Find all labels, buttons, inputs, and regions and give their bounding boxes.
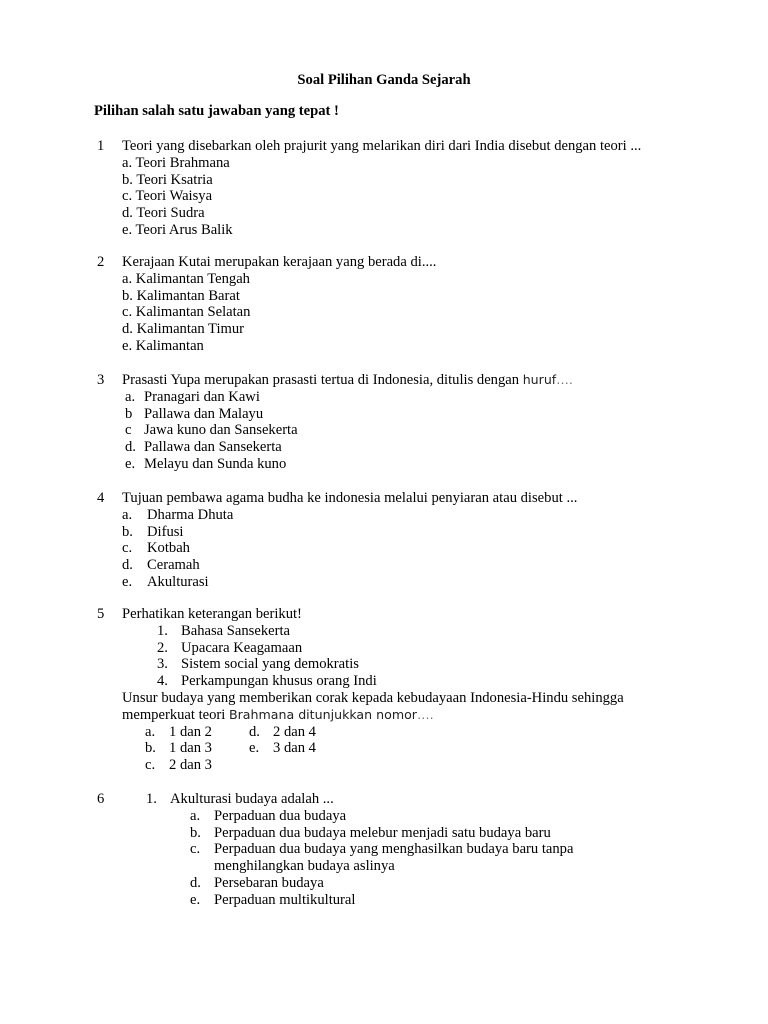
option-b [122, 406, 298, 423]
option-text: 3 dan 4 [273, 740, 316, 757]
option-text: Dharma Dhuta [147, 506, 234, 523]
option-e [249, 740, 316, 756]
question-text: Perhatikan keterangan berikut! [122, 606, 302, 622]
option-label: d. [122, 557, 133, 574]
option-e [190, 892, 573, 909]
sub-number: 1. [146, 791, 157, 807]
option-text: Pranagari dan Kawi [144, 388, 260, 405]
option-text: Jawa kuno dan Sansekerta [144, 422, 298, 439]
option-c [122, 540, 233, 557]
question-number: 5 [97, 606, 105, 622]
statement-item [157, 656, 377, 673]
option-text: Melayu dan Sunda kuno [144, 455, 287, 472]
option-a [145, 724, 249, 741]
option-text: 2 dan 4 [273, 723, 316, 740]
statement-item [157, 623, 377, 640]
option-list [122, 389, 298, 473]
option-c [122, 422, 298, 439]
paragraph-line-2-main: memperkuat teori [122, 706, 229, 723]
option-text: Pallawa dan Malayu [144, 405, 264, 422]
option-a [122, 507, 233, 524]
option-grid [145, 724, 316, 774]
question-number: 3 [97, 372, 105, 388]
statement-number: 2. [157, 639, 168, 656]
option-label: d. [249, 723, 260, 740]
paragraph-line-2 [122, 707, 624, 724]
option-text: Perpaduan dua budaya melebur menjadi satu budaya baru [214, 824, 551, 841]
option-row [145, 757, 316, 774]
option-list [122, 155, 233, 239]
option-label: b. [145, 740, 156, 757]
option-label: b. [122, 523, 133, 540]
question-number: 2 [97, 254, 105, 270]
option-b [190, 825, 573, 842]
option-label: c [125, 422, 132, 439]
option-text: Perpaduan multikultural [214, 891, 356, 908]
option-d [122, 557, 233, 574]
page-title: Soal Pilihan Ganda Sejarah [297, 72, 471, 88]
option-text: Kotbah [147, 540, 190, 557]
question-number: 1 [97, 138, 105, 154]
option-text: Akulturasi [147, 573, 209, 590]
option-d: d. Kalimantan Timur [122, 321, 245, 338]
option-label: a. [145, 723, 156, 740]
statement-text: Perkampungan khusus orang Indi [181, 673, 377, 690]
option-text: Difusi [147, 523, 184, 540]
option-text: Perpaduan dua budaya [214, 807, 347, 824]
question-text: Tujuan pembawa agama budha ke indonesia melalui penyiaran atau disebut ... [122, 490, 578, 506]
option-a: a. Kalimantan Tengah [122, 270, 250, 287]
question-text [122, 372, 573, 389]
instruction: Pilihan salah satu jawaban yang tepat ! [94, 103, 339, 119]
option-label: a. [190, 807, 201, 824]
option-a: a. Teori Brahmana [122, 154, 230, 171]
question-paragraph [122, 690, 624, 724]
option-a [122, 389, 298, 406]
option-d [249, 724, 316, 740]
option-d [122, 439, 298, 456]
option-c [145, 757, 249, 774]
option-b [122, 524, 233, 541]
option-label: a. [122, 506, 133, 523]
statement-number: 4. [157, 673, 168, 690]
option-text: Perpaduan dua budaya yang menghasilkan budaya baru tanpa [214, 841, 574, 858]
option-text: Persebaran budaya [214, 874, 324, 891]
option-label: b. [190, 824, 201, 841]
option-row [145, 724, 316, 741]
question-text [146, 791, 334, 808]
option-d [190, 875, 573, 892]
statement-list [157, 623, 377, 690]
option-label: e. [249, 740, 260, 757]
statement-item [157, 673, 377, 690]
statement-text: Bahasa Sansekerta [181, 622, 291, 639]
option-label: e. [122, 573, 133, 590]
question-number: 4 [97, 490, 105, 506]
option-row [145, 740, 316, 757]
question-number: 6 [97, 791, 105, 807]
option-d: d. Teori Sudra [122, 205, 205, 222]
option-e [122, 574, 233, 591]
option-text: 2 dan 3 [169, 757, 212, 774]
question-text: Kerajaan Kutai merupakan kerajaan yang berada di.... [122, 254, 437, 270]
option-text: 1 dan 3 [169, 740, 212, 757]
question-text: Teori yang disebarkan oleh prajurit yang melarikan diri dari India disebut dengan teori ... [122, 138, 642, 154]
option-text: Pallawa dan Sansekerta [144, 439, 282, 456]
option-b: b. Kalimantan Barat [122, 287, 240, 304]
paragraph-line-2-tail: Brahmana ditunjukkan nomor [228, 706, 417, 722]
option-list [190, 808, 573, 909]
option-c-continued [190, 858, 573, 875]
statement-number: 1. [157, 622, 168, 639]
statement-text: Upacara Keagamaan [181, 639, 303, 656]
option-label: c. [122, 540, 133, 557]
question-dots: …. [556, 372, 573, 387]
option-b: b. Teori Ksatria [122, 171, 213, 188]
option-list [122, 271, 250, 355]
paragraph-line-1: Unsur budaya yang memberikan corak kepada kebudayaan Indonesia-Hindu sehingga [122, 690, 624, 706]
option-list [122, 507, 233, 591]
option-label: c. [145, 757, 156, 774]
option-label: c. [190, 841, 201, 858]
option-c [190, 841, 573, 858]
option-label: d. [190, 874, 201, 891]
option-c: c. Kalimantan Selatan [122, 304, 251, 321]
statement-text: Sistem social yang demokratis [181, 656, 359, 673]
option-label: d. [125, 439, 136, 456]
option-label: a. [125, 388, 136, 405]
option-e: e. Kalimantan [122, 337, 204, 354]
question-text-main: Prasasti Yupa merupakan prasasti tertua di Indonesia, ditulis dengan [122, 372, 523, 388]
sub-text: Akulturasi budaya adalah ... [170, 791, 334, 807]
option-e: e. Teori Arus Balik [122, 221, 233, 238]
option-text: Ceramah [147, 557, 200, 574]
option-c: c. Teori Waisya [122, 188, 213, 205]
option-label: b [125, 405, 133, 422]
paragraph-dots: …. [416, 706, 434, 722]
option-label: e. [125, 455, 136, 472]
option-e [122, 456, 298, 473]
option-text-continued: menghilangkan budaya aslinya [214, 858, 395, 875]
option-label: e. [190, 891, 201, 908]
question-text-tail: huruf [522, 372, 557, 387]
option-a [190, 808, 573, 825]
statement-number: 3. [157, 656, 168, 673]
option-text: 1 dan 2 [169, 723, 212, 740]
statement-item [157, 640, 377, 657]
option-b [145, 740, 249, 757]
